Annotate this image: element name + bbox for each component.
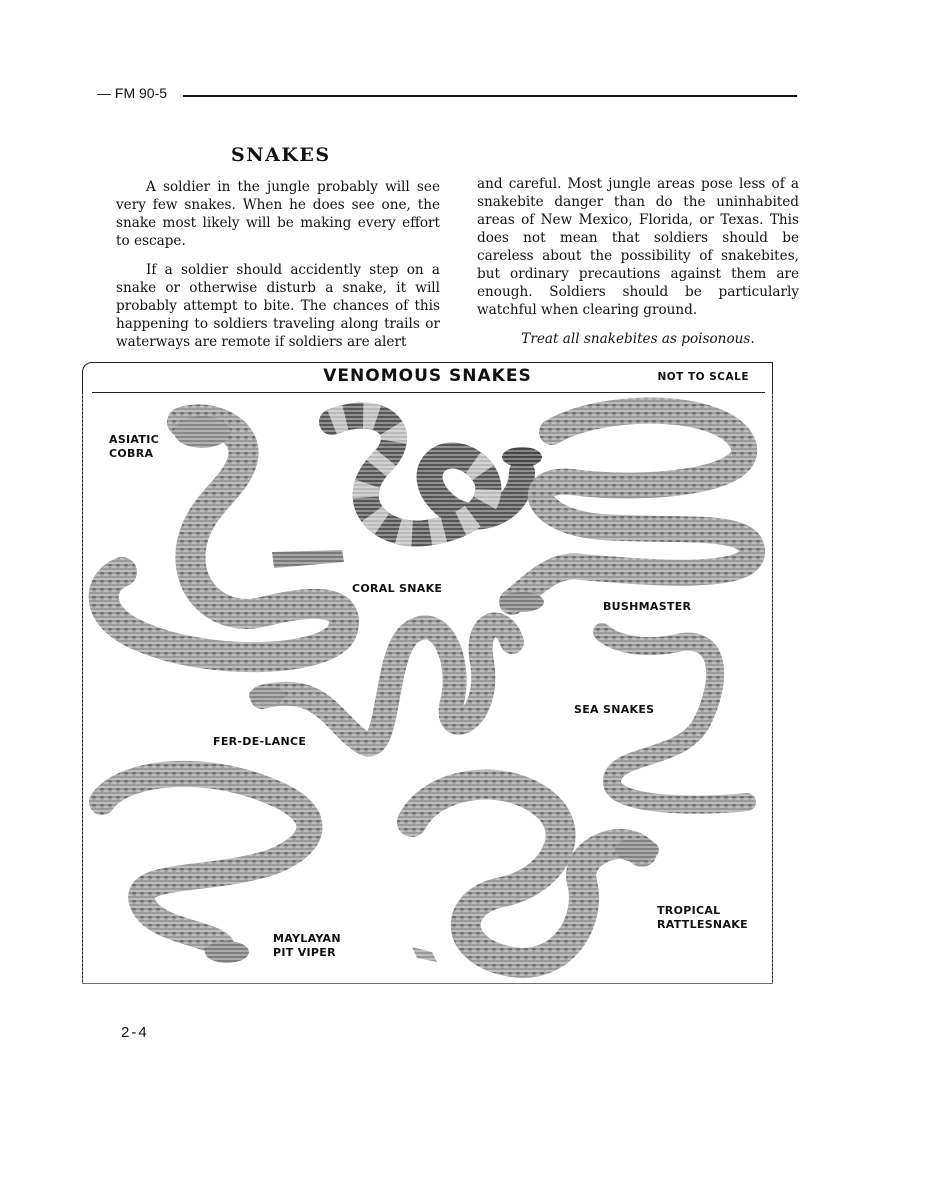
label-bushmaster: BUSHMASTER	[603, 600, 692, 613]
label-fer-de-lance: FER-DE-LANCE	[213, 735, 307, 748]
right-column	[477, 175, 799, 359]
label-tropical-rattlesnake: TROPICAL RATTLESNAKE	[657, 904, 748, 931]
scale-note: NOT TO SCALE	[657, 371, 749, 383]
left-column	[116, 178, 440, 362]
paragraph-2-continued: and careful. Most jungle areas pose less of a snakebite danger than do the uninhabited areas of New Mexico, Florida, or Texas. This does not mean that soldiers should be careless about the possibility of snakebites, but ordinary precautions against them are enough. Soldiers should be particularly watchful when clearing ground.	[477, 176, 799, 318]
label-coral-snake: CORAL SNAKE	[352, 582, 443, 595]
emphasis-line: Treat all snakebites as poisonous.	[521, 331, 755, 347]
page-number: 2-4	[121, 1024, 149, 1041]
venomous-snakes-figure	[82, 362, 773, 984]
section-title: SNAKES	[231, 144, 331, 166]
header-rule	[183, 95, 797, 97]
label-asiatic-cobra: ASIATIC COBRA	[109, 433, 159, 460]
header-label: — FM 90-5	[97, 85, 171, 101]
paragraph-1: A soldier in the jungle probably will see very few snakes. When he does see one, the snake most likely will be making every effort to escape.	[116, 179, 440, 249]
label-pit-viper: MAYLAYAN PIT VIPER	[273, 932, 341, 959]
figure-title: VENOMOUS SNAKES	[323, 366, 532, 386]
label-sea-snakes: SEA SNAKES	[574, 703, 655, 716]
snake-illustrations	[82, 362, 773, 984]
paragraph-2: If a soldier should accidently step on a snake or otherwise disturb a snake, it will probably attempt to bite. The chances of this happening to soldiers traveling along trails or waterways are remote if soldiers are alert	[116, 262, 440, 350]
running-header	[97, 84, 797, 106]
